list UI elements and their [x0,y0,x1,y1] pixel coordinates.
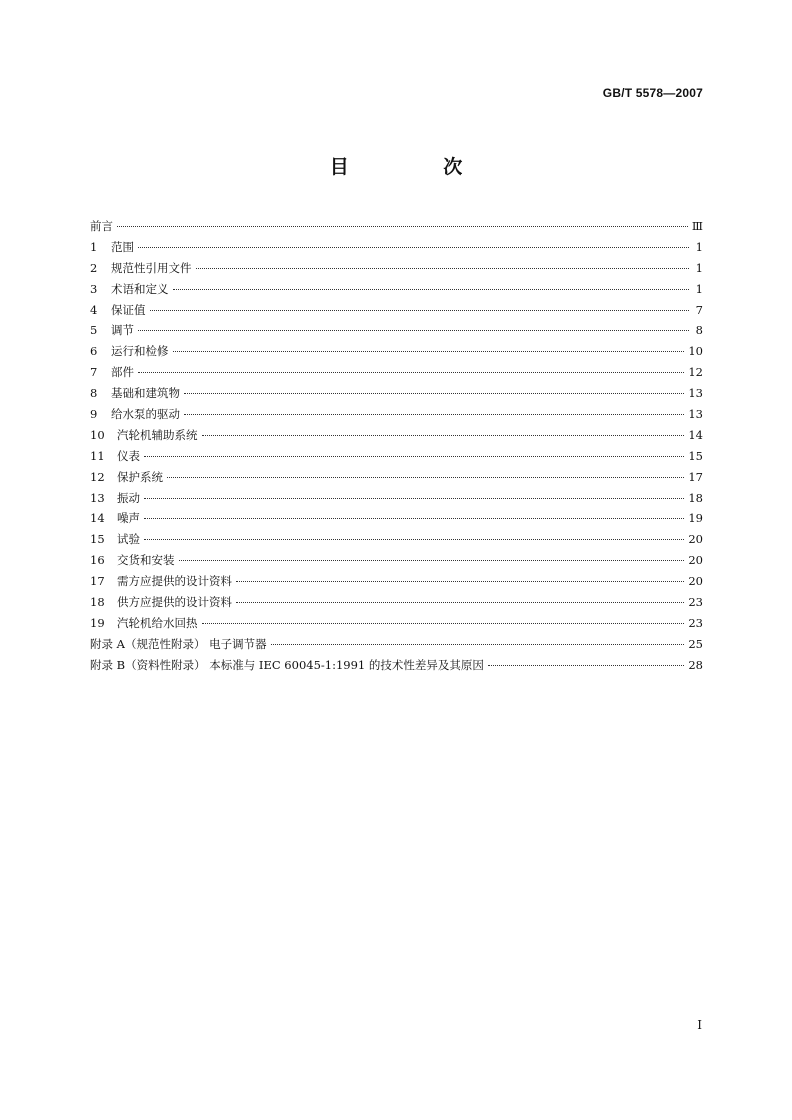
toc-entry-page: 19 [688,511,703,526]
toc-entry[interactable] [90,634,703,655]
page-number: I [697,1018,702,1032]
toc-entry-page: 17 [688,469,703,484]
toc-entry-number: 2 [90,260,98,275]
toc-entry[interactable] [90,320,703,341]
toc-entry-number: 1 [90,239,98,254]
toc-entry[interactable] [90,258,703,279]
toc-entry-page: 13 [688,386,703,401]
toc-entry[interactable] [90,383,703,404]
dot-leader [144,539,684,540]
toc-entry-label: 调节 [111,323,134,338]
toc-entry[interactable] [90,279,703,300]
toc-entry-page: 20 [688,574,703,589]
dot-leader [236,602,684,603]
toc-entry[interactable] [90,237,703,258]
toc-entry[interactable] [90,488,703,509]
dot-leader [173,351,685,352]
toc-entry-label: 基础和建筑物 [111,386,180,401]
standard-code: GB/T 5578—2007 [602,86,703,100]
toc-entry-label: 需方应提供的设计资料 [117,574,232,589]
toc-entry[interactable] [90,300,703,321]
toc-entry[interactable] [90,571,703,592]
toc-entry-label: 前言 [90,219,113,233]
table-of-contents [90,216,703,676]
toc-entry[interactable] [90,655,703,676]
toc-entry-page: 1 [695,260,703,275]
toc-entry-page: 12 [688,365,703,380]
toc-entry[interactable] [90,362,703,383]
toc-entry-label: 运行和检修 [111,344,169,359]
dot-leader [236,581,684,582]
dot-leader [173,289,690,290]
toc-entry[interactable] [90,508,703,529]
dot-leader [184,414,684,415]
dot-leader [138,372,684,373]
toc-entry-page: 7 [695,302,703,317]
toc-entry-number: 19 [90,615,105,630]
toc-entry[interactable] [90,550,703,571]
toc-entry-label: 保证值 [111,302,146,317]
toc-entry-page: 8 [695,323,703,338]
toc-entry[interactable] [90,446,703,467]
toc-entry-page: 25 [688,636,703,651]
dot-leader [184,393,684,394]
toc-entry-number: 5 [90,323,98,338]
toc-entry-page: 13 [688,407,703,422]
toc-entry-label: 范围 [111,239,134,254]
toc-entry-page: 23 [688,615,703,630]
toc-entry-number: 16 [90,553,105,568]
dot-leader [488,665,684,666]
toc-entry-number: 10 [90,427,105,442]
toc-entry-label: 附录 B（资料性附录） 本标准与 IEC 60045-1:1991 的技术性差异及其原因 [90,657,484,672]
toc-entry[interactable] [90,341,703,362]
toc-entry-label: 附录 A（规范性附录） 电子调节器 [90,636,267,651]
toc-entry-number: 9 [90,407,98,422]
toc-entry-number: 12 [90,469,105,484]
dot-leader [167,477,684,478]
dot-leader [196,268,690,269]
toc-entry-number: 8 [90,386,98,401]
toc-entry-label: 试验 [117,532,140,547]
toc-entry-label: 仪表 [117,448,140,463]
toc-entry-number: 13 [90,490,105,505]
toc-entry-number: 7 [90,365,98,380]
page-title: 目 次 [329,156,507,178]
toc-entry-label: 振动 [117,490,140,505]
dot-leader [117,226,688,227]
toc-entry-page: 1 [695,281,703,296]
toc-entry-label: 噪声 [117,511,140,526]
toc-entry-page: 15 [688,448,703,463]
toc-entry-label: 汽轮机给水回热 [117,615,198,630]
toc-entry[interactable] [90,404,703,425]
toc-entry[interactable] [90,592,703,613]
dot-leader [138,247,689,248]
toc-entry-page: 28 [688,657,703,672]
toc-entry-page: 1 [695,239,703,254]
toc-entry-label: 部件 [111,365,134,380]
toc-entry-label: 保护系统 [117,469,163,484]
toc-entry-number: 4 [90,302,98,317]
toc-entry-label: 给水泵的驱动 [111,407,180,422]
toc-entry-page: 20 [688,553,703,568]
toc-entry-number: 17 [90,574,105,589]
toc-entry-page: 10 [688,344,703,359]
toc-entry-number: 6 [90,344,98,359]
toc-entry[interactable] [90,216,703,237]
toc-entry-page: 14 [688,427,703,442]
dot-leader [144,498,684,499]
toc-entry[interactable] [90,467,703,488]
dot-leader [138,330,689,331]
dot-leader [179,560,685,561]
dot-leader [144,456,684,457]
toc-entry-page: 20 [688,532,703,547]
dot-leader [150,310,690,311]
toc-entry-label: 交货和安装 [117,553,175,568]
toc-entry-number: 11 [90,448,105,463]
toc-entry-page: 23 [688,595,703,610]
toc-entry-number: 3 [90,281,98,296]
toc-entry-page: 18 [688,490,703,505]
toc-entry-page: Ⅲ [691,219,703,233]
toc-entry[interactable] [90,613,703,634]
toc-entry[interactable] [90,529,703,550]
dot-leader [144,518,684,519]
toc-entry-number: 14 [90,511,105,526]
toc-entry-number: 18 [90,595,105,610]
dot-leader [202,435,685,436]
dot-leader [271,644,685,645]
toc-entry-label: 术语和定义 [111,281,169,296]
toc-entry-label: 规范性引用文件 [111,260,192,275]
toc-entry-label: 供方应提供的设计资料 [117,595,232,610]
toc-entry-number: 15 [90,532,105,547]
toc-entry[interactable] [90,425,703,446]
toc-entry-label: 汽轮机辅助系统 [117,427,198,442]
dot-leader [202,623,685,624]
